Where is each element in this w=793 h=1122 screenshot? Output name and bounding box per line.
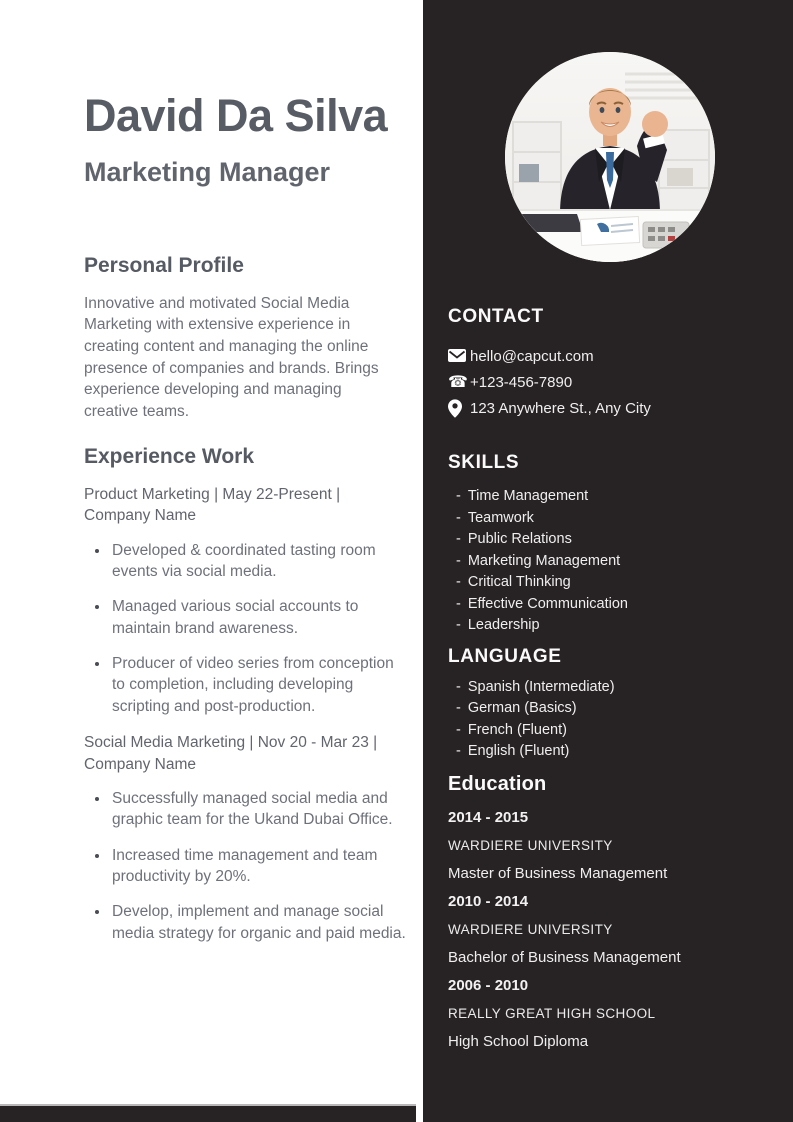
- job-bullet: • Developed & coordinated tasting room events via social media.: [110, 540, 410, 583]
- language-item: - Spanish (Intermediate): [456, 678, 615, 695]
- experience-section-heading: Experience Work: [84, 444, 255, 468]
- contact-row-email: [448, 343, 778, 369]
- education-entry: [448, 972, 778, 1056]
- skill-item: - Marketing Management: [456, 552, 621, 569]
- footer-bar: [0, 1106, 416, 1122]
- profile-photo: [505, 52, 715, 262]
- job-header: Product Marketing | May 22-Present | Company Name: [84, 485, 341, 525]
- contact-email: hello@capcut.com: [470, 347, 594, 365]
- sidebar-panel: [423, 0, 793, 1122]
- skill-item: - Critical Thinking: [456, 574, 571, 590]
- person-job-title: Marketing Manager: [84, 156, 331, 187]
- education-school: REALLY GREAT HIGH SCHOOL: [448, 1005, 656, 1021]
- job-bullet-list: [84, 788, 410, 944]
- education-degree: Master of Business Management: [448, 864, 668, 882]
- education-school: WARDIERE UNIVERSITY: [448, 921, 613, 937]
- job-bullet-list: [84, 540, 410, 718]
- education-degree: High School Diploma: [448, 1032, 589, 1050]
- education-years: 2010 - 2014: [448, 892, 529, 910]
- language-section-heading: LANGUAGE: [448, 645, 562, 667]
- profile-text: Innovative and motivated Social Media Marketing with extensive experience in creating content and managing the online presence of companies and brands. Brings experience developing and managing creative teams.: [84, 294, 379, 421]
- job-bullet: • Develop, implement and manage social media strategy for organic and paid media.: [110, 901, 410, 944]
- job-bullet: • Managed various social accounts to maintain brand awareness.: [110, 596, 410, 639]
- contact-address: 123 Anywhere St., Any City: [470, 399, 651, 417]
- contact-row-address: [448, 395, 778, 421]
- contact-phone: +123-456-7890: [470, 373, 573, 391]
- education-section-heading: Education: [448, 772, 547, 795]
- education-entry: [448, 804, 778, 888]
- education-entry: [448, 888, 778, 972]
- skill-item: - Effective Communication: [456, 595, 628, 612]
- skill-item: - Time Management: [456, 488, 589, 504]
- contact-section-heading: CONTACT: [448, 306, 544, 327]
- language-item: - German (Basics): [456, 700, 577, 716]
- profile-section-heading: Personal Profile: [84, 253, 244, 277]
- education-years: 2014 - 2015: [448, 808, 529, 826]
- job-header: Social Media Marketing | Nov 20 - Mar 23 | Company Name: [84, 734, 378, 773]
- profile-photo-illustration: [505, 52, 715, 262]
- education-degree: Bachelor of Business Management: [448, 948, 681, 966]
- education-years: 2006 - 2010: [448, 976, 529, 994]
- skill-item: - Teamwork: [456, 509, 534, 526]
- contact-row-phone: [448, 369, 778, 395]
- skills-list: [448, 486, 778, 637]
- skills-section-heading: SKILLS: [448, 452, 520, 473]
- job-bullet: • Successfully managed social media and graphic team for the Ukand Dubai Office.: [110, 788, 410, 831]
- email-icon: [448, 349, 470, 363]
- language-item: - French (Fluent): [456, 721, 567, 738]
- phone-icon: ☎: [448, 372, 468, 391]
- language-list: [448, 677, 778, 763]
- skill-item: - Leadership: [456, 617, 540, 633]
- person-name: David Da Silva: [84, 90, 388, 141]
- job-bullet: • Producer of video series from conception to completion, including developing scripting and post-production.: [110, 653, 410, 717]
- language-item: - English (Fluent): [456, 743, 570, 759]
- skill-item: - Public Relations: [456, 531, 572, 547]
- location-icon: [448, 399, 470, 418]
- job-bullet: • Increased time management and team productivity by 20%.: [110, 845, 410, 888]
- education-school: WARDIERE UNIVERSITY: [448, 837, 613, 853]
